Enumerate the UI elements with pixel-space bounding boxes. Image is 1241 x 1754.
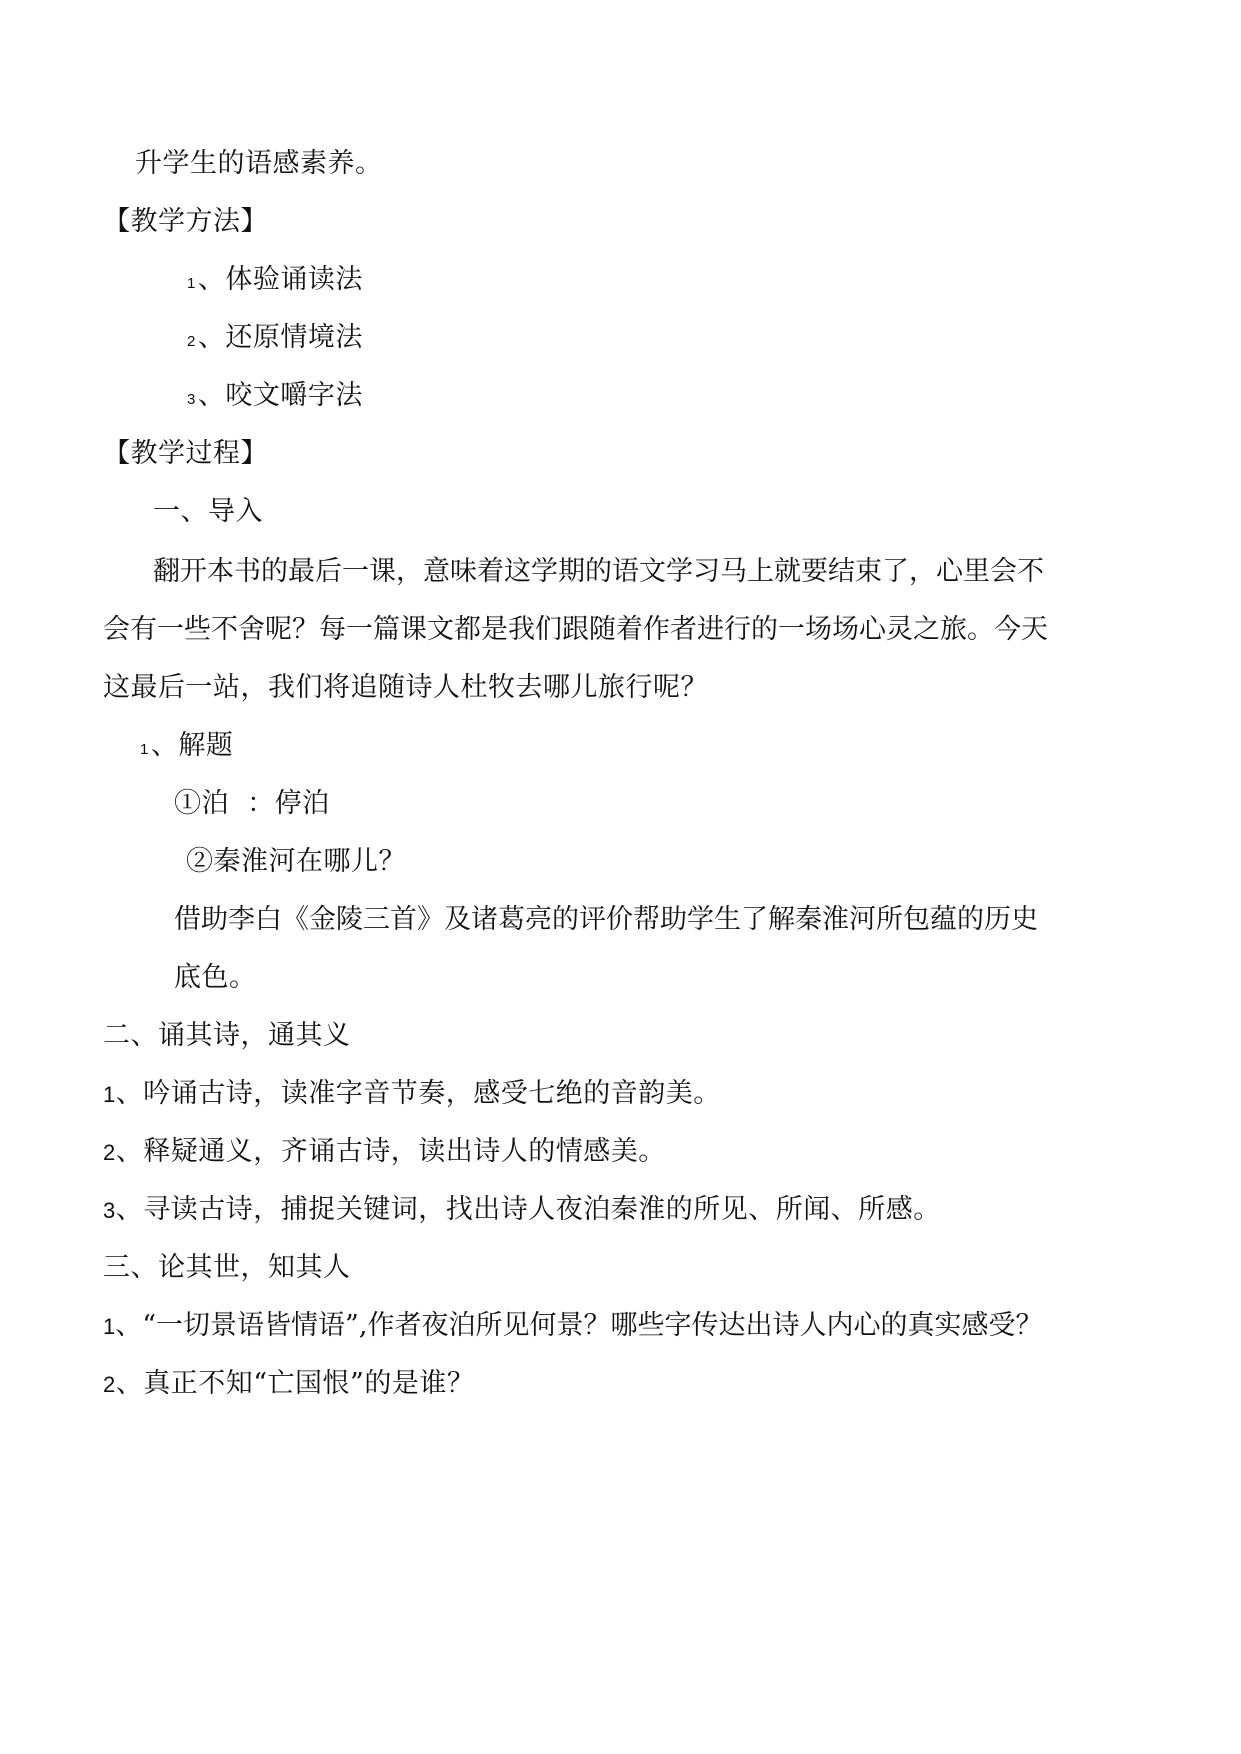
intro-continuation: 升学生的语感素养。 bbox=[135, 148, 383, 179]
subsection-number: 1 bbox=[140, 741, 149, 758]
method-item-text: 咬文嚼字法 bbox=[225, 380, 363, 411]
method-item-separator: 、 bbox=[197, 264, 226, 295]
list-item-number: 1 bbox=[103, 1314, 116, 1339]
list-item bbox=[103, 1367, 474, 1402]
point-item: ①泊 ：停泊 bbox=[174, 788, 330, 819]
section-title-intro: 一、导入 bbox=[153, 496, 263, 527]
method-item-number: 1 bbox=[187, 275, 196, 292]
list-item bbox=[103, 1135, 666, 1170]
note-line: 底色。 bbox=[174, 962, 257, 993]
intro-paragraph-line: 翻开本书的最后一课，意味着这学期的语文学习马上就要结束了，心里会不 bbox=[153, 556, 1044, 587]
method-item bbox=[187, 321, 363, 359]
method-item-number: 2 bbox=[187, 333, 196, 350]
note-line: 借助李白《金陵三首》及诸葛亮的评价帮助学生了解秦淮河所包蕴的历史 bbox=[174, 904, 1038, 935]
list-item-text: 、吟诵古诗，读准字音节奏，感受七绝的音韵美。 bbox=[115, 1078, 721, 1109]
process-heading: 【教学过程】 bbox=[103, 438, 268, 469]
method-item bbox=[187, 379, 363, 417]
methods-heading: 【教学方法】 bbox=[103, 206, 268, 237]
section-title-recite: 二、诵其诗，通其义 bbox=[103, 1020, 351, 1051]
list-item-number: 1 bbox=[103, 1082, 116, 1107]
list-item-number: 2 bbox=[103, 1140, 116, 1165]
method-item-separator: 、 bbox=[197, 322, 226, 353]
list-item-text: 、寻读古诗，捕捉关键词，找出诗人夜泊秦淮的所见、所闻、所感。 bbox=[115, 1194, 941, 1225]
list-item-number: 3 bbox=[103, 1198, 116, 1223]
list-item-text: 、释疑通义，齐诵古诗，读出诗人的情感美。 bbox=[115, 1136, 666, 1167]
section-title-discuss: 三、论其世，知其人 bbox=[103, 1252, 351, 1283]
list-item bbox=[103, 1077, 721, 1112]
intro-paragraph-line: 会有一些不舍呢？每一篇课文都是我们跟随着作者进行的一场场心灵之旅。今天 bbox=[103, 614, 1048, 645]
list-item-number: 2 bbox=[103, 1372, 116, 1397]
subsection-text: 解题 bbox=[178, 730, 234, 761]
method-item-separator: 、 bbox=[197, 380, 226, 411]
intro-paragraph-line: 这最后一站，我们将追随诗人杜牧去哪儿旅行呢？ bbox=[103, 672, 708, 703]
method-item bbox=[187, 263, 363, 301]
list-item-text: 、“一切景语皆情语”,作者夜泊所见何景？哪些字传达出诗人内心的真实感受？ bbox=[115, 1310, 1043, 1341]
list-item bbox=[103, 1193, 941, 1228]
list-item bbox=[103, 1309, 1042, 1344]
method-item-text: 还原情境法 bbox=[225, 322, 363, 353]
subsection-title bbox=[140, 729, 233, 767]
point-item: ②秦淮河在哪儿？ bbox=[186, 846, 406, 877]
method-item-number: 3 bbox=[187, 391, 196, 408]
subsection-separator: 、 bbox=[150, 730, 179, 761]
method-item-text: 体验诵读法 bbox=[225, 264, 363, 295]
list-item-text: 、真正不知“亡国恨”的是谁？ bbox=[115, 1368, 475, 1399]
